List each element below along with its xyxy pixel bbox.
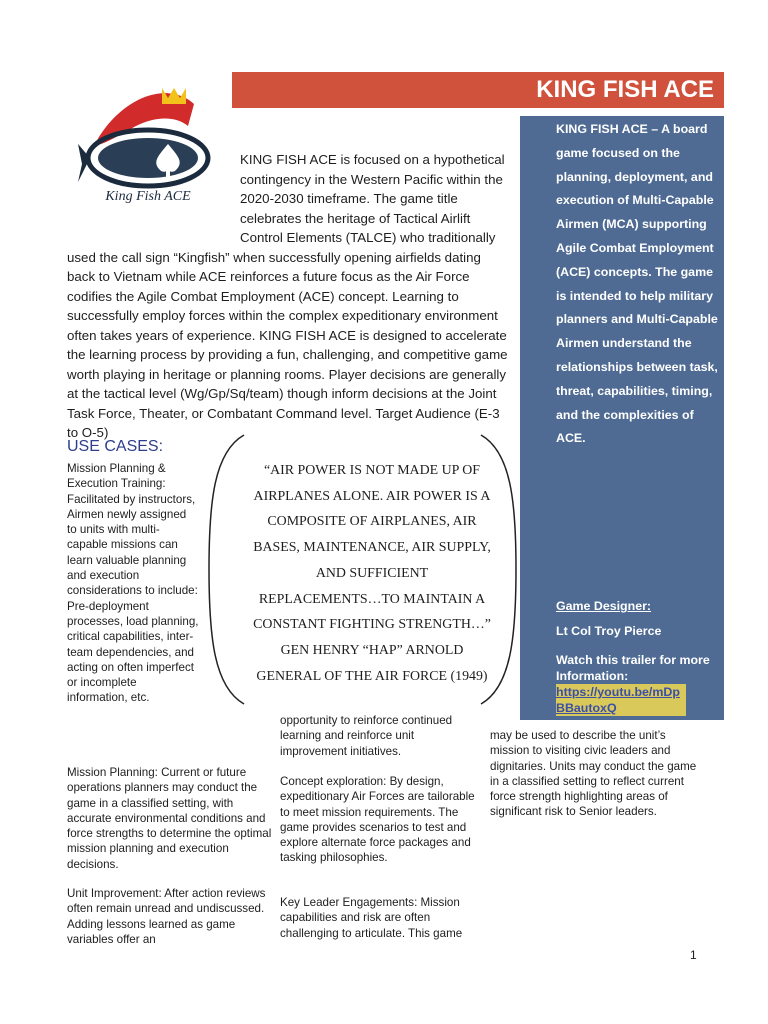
arnold-quote bbox=[222, 458, 522, 689]
quote-line: BASES, MAINTENANCE, AIR SUPPLY, bbox=[253, 540, 491, 556]
use-cases-heading: USE CASES: bbox=[67, 438, 164, 455]
unit-improvement-continued: opportunity to reinforce continued learning and reinforce unit improvement initiatives. bbox=[280, 714, 453, 758]
mission-training-text: Mission Planning & Execution Training: Facilitated by instructors, Airmen newly assigned to units with multi-capable missions can learn valuable planning and execution considerations to include: Pre-deployment processes, load planning, critical capabilities, inter-team dependencies, and acting on often imperfect or incomplete information, etc. bbox=[67, 462, 199, 705]
quote-line: “AIR POWER IS NOT MADE UP OF bbox=[263, 463, 481, 478]
quote-attribution: GEN HENRY “HAP” ARNOLD bbox=[280, 642, 464, 658]
sidebar-panel bbox=[520, 116, 724, 720]
quote-line: AND SUFFICIENT bbox=[315, 565, 429, 581]
logo-text: King Fish ACE bbox=[105, 189, 191, 204]
intro-paragraph: KING FISH ACE is focused on a hypothetical contingency in the Western Pacific within the 2020-2030 timeframe. The game title celebrates the heritage of Tactical Airlift Control Elements (TALCE) who traditionally used the call sign “Kingfish” when successfully opening airfields dating back to Vietnam while ACE reinforces a future focus as the Air Force codifies the Agile Combat Employment (ACE) concept. Learning to successfully employ forces within the complex expeditionary environment often takes years of experience. KING FISH ACE is designed to accelerate the learning process by providing a fun, challenging, and competitive game worth playing in heritage or planning rooms. Player decisions are generally at the tactical level (Wg/Gp/Sq/team) though inform decisions at the Joint Task Force, Theater, or Combatant Command level. Target Audience (E-3 to O-5) bbox=[67, 152, 508, 440]
designer-name: Lt Col Troy Pierce bbox=[556, 624, 662, 638]
trailer-prompt: Watch this trailer for more Information: bbox=[556, 653, 710, 683]
quote-line: AIRPLANES ALONE. AIR POWER IS A bbox=[253, 488, 491, 504]
quote-line: COMPOSITE OF AIRPLANES, AIR bbox=[267, 514, 477, 530]
quote-attribution-title: GENERAL OF THE AIR FORCE (1949) bbox=[256, 668, 488, 684]
unit-improvement-text: Unit Improvement: After action reviews often remain unread and undiscussed. Adding lessons learned as game variables offer an bbox=[67, 887, 266, 946]
quote-line: REPLACEMENTS…TO MAINTAIN A bbox=[258, 591, 486, 607]
key-leader-continued: may be used to describe the unit’s mission to visiting civic leaders and dignitaries. Units may conduct the game in a classified setting to reflect current force strength highlighting areas of significant risk to Senior leaders. bbox=[490, 729, 697, 819]
page-title: KING FISH ACE bbox=[536, 76, 714, 103]
key-leader-text: Key Leader Engagements: Mission capabilities and risk are often challenging to articulate. This game bbox=[280, 896, 463, 940]
concept-exploration-text: Concept exploration: By design, expeditionary Air Forces are tailorable to meet mission requirements. The game provides scenarios to test and explore alternate force packages and tasking philosophies. bbox=[280, 775, 475, 865]
mission-planning-text: Mission Planning: Current or future operations planners may conduct the game in a classified setting, with accurate environmental conditions and force strengths to determine the optimal mission planning and execution decisions. bbox=[67, 766, 272, 871]
intro-section bbox=[67, 150, 511, 440]
quote-line: CONSTANT FIGHTING STRENGTH…” bbox=[253, 617, 491, 633]
page-number: 1 bbox=[690, 948, 697, 962]
trailer-link[interactable]: https://youtu.be/mDpBBautoxQ bbox=[556, 684, 686, 716]
sidebar-description: KING FISH ACE – A board game focused on the planning, deployment, and execution of Multi-Capable Airmen (MCA) supporting Agile Combat Employment (ACE) concepts. The game is intended to help military planners and Multi-Capable Airmen understand the relationships between task, threat, capabilities, timing, and the complexities of ACE. bbox=[556, 122, 718, 446]
designer-label: Game Designer: bbox=[556, 599, 652, 613]
title-banner bbox=[232, 72, 724, 108]
